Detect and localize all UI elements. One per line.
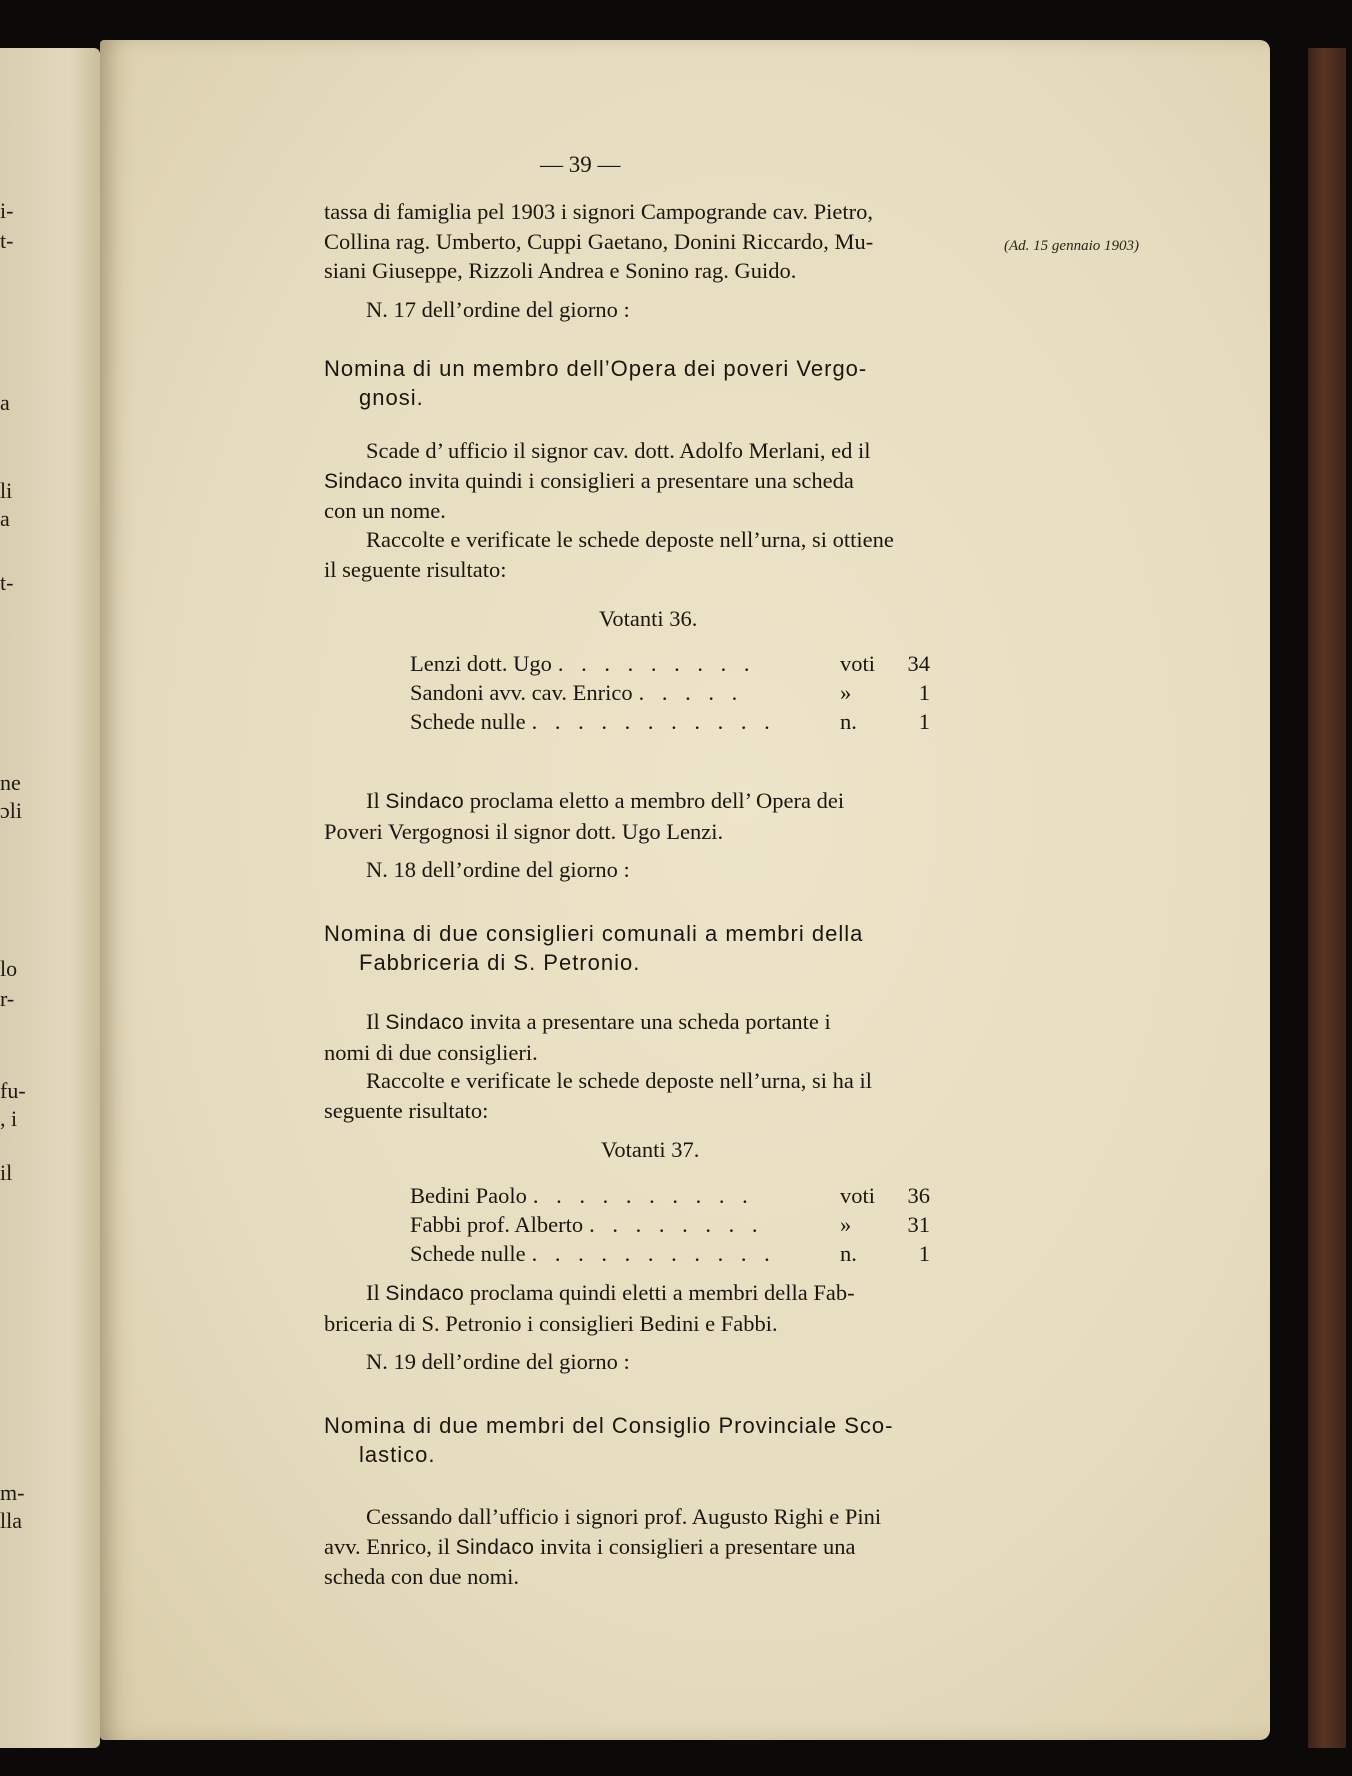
text-line: siani Giuseppe, Rizzoli Andrea e Sonino rag. Guido.: [324, 258, 797, 283]
text-line: Scade d’ ufficio il signor cav. dott. Adolfo Merlani, ed il: [366, 438, 871, 463]
paragraph-18a: [324, 1007, 1100, 1067]
heading-17: [324, 354, 1104, 412]
page-number: — 39 —: [540, 152, 621, 177]
paragraph-17b: [324, 525, 1100, 584]
left-fragment: ɔli: [0, 798, 22, 823]
paragraph-17a: [324, 436, 1100, 526]
vote-unit: »: [840, 1212, 852, 1237]
agenda-label: N. 18 dell’ordine del giorno :: [366, 857, 630, 882]
text-line: [324, 1278, 1100, 1309]
left-fragment: lo: [0, 956, 18, 981]
text-line: nomi di due consiglieri.: [324, 1039, 538, 1065]
vote-row: [410, 709, 930, 735]
leader-dots: . . . . . . . .: [589, 1212, 764, 1237]
candidate-name: Bedini Paolo: [410, 1183, 527, 1208]
heading-line: Nomina di due membri del Consiglio Provinciale Sco-: [324, 1413, 894, 1438]
left-page-edge: [0, 48, 100, 1748]
left-fragment: m-: [0, 1480, 25, 1505]
text-line: con un nome.: [324, 498, 446, 523]
leader-dots: . . . . . . . . . . .: [531, 709, 776, 734]
vote-count: 1: [918, 709, 930, 734]
left-fragment: a: [0, 506, 10, 531]
vote-unit: n.: [840, 1241, 857, 1266]
left-fragment: li: [0, 478, 13, 503]
text-fragment: Il: [366, 788, 386, 813]
sindaco-term: Sindaco: [385, 1011, 465, 1034]
text-line: [324, 1532, 1100, 1563]
vote-row: [410, 1183, 930, 1209]
agenda-item-19: [324, 1347, 1100, 1377]
vote-unit: voti: [840, 651, 876, 676]
text-fragment: invita i consiglieri a presentare una: [534, 1533, 856, 1559]
text-line: [324, 466, 1100, 497]
candidate-name: Schede nulle: [410, 1241, 526, 1266]
text-line: seguente risultato:: [324, 1097, 489, 1123]
vote-count: 36: [907, 1183, 930, 1208]
vote-row: [410, 680, 930, 706]
heading-19: [324, 1411, 1104, 1469]
left-fragment: fu-: [0, 1078, 26, 1103]
votanti-18: Votanti 37.: [601, 1137, 700, 1162]
heading-line: Nomina di due consiglieri comunali a membri della: [324, 921, 864, 946]
text-fragment: Il: [366, 1280, 386, 1305]
left-fragment: , i: [0, 1106, 18, 1131]
text-fragment: invita a presentare una scheda portante i: [464, 1009, 831, 1034]
sindaco-term: Sindaco: [455, 1535, 535, 1559]
leader-dots: . . . . . . . . .: [557, 651, 756, 676]
leader-dots: . . . . . . . . . .: [532, 1183, 754, 1208]
vote-count: 1: [918, 1241, 930, 1266]
paragraph-18b: [324, 1066, 1100, 1125]
left-fragment: a: [0, 390, 10, 415]
text-line: Raccolte e verificate le schede deposte nell’urna, si ottiene: [366, 527, 894, 552]
agenda-label: N. 17 dell’ordine del giorno :: [366, 297, 630, 322]
book-edge: [1308, 48, 1346, 1748]
paragraph-1: [324, 197, 1100, 286]
text-line: Poveri Vergognosi il signor dott. Ugo Lenzi.: [324, 818, 724, 844]
text-line: [324, 1007, 1100, 1038]
candidate-name: Sandoni avv. cav. Enrico: [410, 680, 633, 705]
sindaco-term: Sindaco: [385, 1282, 465, 1305]
left-fragment: ne: [0, 770, 21, 795]
candidate-name: Lenzi dott. Ugo: [410, 651, 552, 676]
vote-count: 1: [918, 680, 930, 705]
leader-dots: . . . . . . . . . . .: [531, 1241, 776, 1266]
sindaco-term: Sindaco: [385, 790, 465, 813]
votanti-17: Votanti 36.: [599, 606, 698, 631]
text-fragment: avv. Enrico, il: [324, 1533, 456, 1559]
candidate-name: Fabbi prof. Alberto: [410, 1212, 584, 1237]
heading-line: Nomina di un membro dell’Opera dei poveri Vergo-: [324, 356, 868, 381]
left-fragment: lla: [0, 1508, 22, 1533]
text-fragment: proclama quindi eletti a membri della Fab-: [464, 1280, 855, 1305]
vote-unit: voti: [840, 1183, 876, 1208]
heading-line: Fabbriceria di S. Petronio.: [359, 950, 641, 975]
vote-count: 31: [907, 1212, 930, 1237]
candidate-name: Schede nulle: [410, 709, 526, 734]
vote-unit: »: [840, 680, 852, 705]
left-fragment: t-: [0, 228, 14, 253]
text-line: Cessando dall’ufficio i signori prof. Augusto Righi e Pini: [366, 1504, 882, 1529]
vote-count: 34: [907, 651, 930, 676]
text-line: Raccolte e verificate le schede deposte nell’urna, si ha il: [366, 1068, 873, 1093]
leader-dots: . . . . .: [638, 680, 744, 705]
agenda-item-17: [324, 295, 1100, 325]
left-fragment: r-: [0, 986, 15, 1011]
text-line: briceria di S. Petronio i consiglieri Bedini e Fabbi.: [324, 1310, 778, 1336]
heading-18: [324, 919, 1104, 977]
left-fragment: il: [0, 1160, 13, 1185]
text-line: [324, 786, 1100, 817]
result-17: [324, 786, 1100, 846]
heading-line: lastico.: [359, 1442, 436, 1467]
vote-row: [410, 1212, 930, 1238]
text-line: scheda con due nomi.: [324, 1564, 519, 1589]
text-fragment: proclama eletto a membro dell’ Opera dei: [464, 788, 845, 813]
text-fragment: Il: [366, 1009, 386, 1034]
result-18: [324, 1278, 1100, 1338]
sindaco-term: Sindaco: [324, 469, 403, 493]
text-line: Collina rag. Umberto, Cuppi Gaetano, Donini Riccardo, Mu-: [324, 228, 874, 254]
vote-row: [410, 1241, 930, 1267]
vote-unit: n.: [840, 709, 857, 734]
text-fragment: invita quindi i consiglieri a presentare una scheda: [402, 467, 854, 493]
heading-line: gnosi.: [359, 385, 424, 410]
left-fragment: t-: [0, 570, 14, 595]
document-page: [100, 40, 1270, 1740]
agenda-label: N. 19 dell’ordine del giorno :: [366, 1349, 630, 1374]
margin-note: (Ad. 15 gennaio 1903): [1004, 238, 1139, 254]
text-line: tassa di famiglia pel 1903 i signori Campogrande cav. Pietro,: [324, 199, 874, 224]
text-line: il seguente risultato:: [324, 556, 507, 582]
paragraph-19: [324, 1502, 1100, 1592]
left-fragment: i-: [0, 198, 14, 223]
vote-row: [410, 651, 930, 677]
agenda-item-18: [324, 855, 1100, 885]
